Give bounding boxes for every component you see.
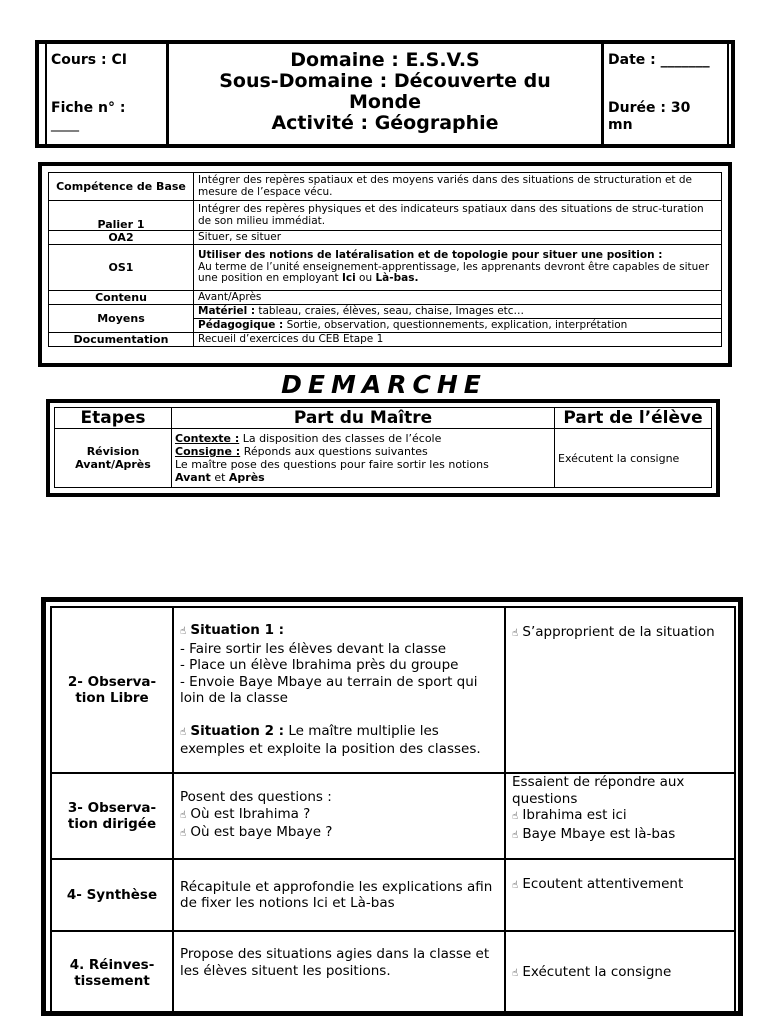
lesson-header xyxy=(35,40,735,148)
table-row xyxy=(49,173,722,201)
fiche-blank: ____ xyxy=(51,116,79,132)
demarche-box xyxy=(46,399,720,497)
row-text: Intégrer des repères physiques et des indicateurs spatiaux dans des situations de struc-turation de son milieu immédiat. xyxy=(194,201,722,231)
header-title-cell xyxy=(169,44,601,144)
duree-label: Durée : 30 xyxy=(608,100,691,116)
row-label: Palier 1 xyxy=(49,201,194,231)
hand-pointer-icon: ☝ xyxy=(512,811,519,822)
sous-domaine-title: Sous-Domaine : Découverte du xyxy=(219,70,551,92)
header-left-cell xyxy=(45,44,169,144)
hand-pointer-icon: ☝ xyxy=(180,828,187,840)
header-right-cell xyxy=(601,44,729,144)
hand-pointer-icon: ☝ xyxy=(180,626,187,638)
situation-2-text: Le maître multiplie les exemples et exploite la position des classes. xyxy=(180,722,481,758)
domaine-title: Domaine : E.S.V.S xyxy=(290,49,480,71)
step-maitre xyxy=(173,607,505,773)
materiel-value: tableau, craies, élèves, seau, chaise, Images etc… xyxy=(258,304,525,317)
et-word: et xyxy=(214,471,226,484)
revision-line: Le maître pose des questions pour faire sortir les notions xyxy=(175,458,489,471)
steps-box xyxy=(41,597,743,1016)
ou-word: ou xyxy=(359,272,373,285)
step-name: 4. Réinves-tissement xyxy=(51,931,173,1015)
row-label: OS1 xyxy=(49,245,194,291)
os1-bold-text: Utiliser des notions de latéralisation et de topologie pour situer une position : xyxy=(198,249,663,262)
contexte-label: Contexte : xyxy=(175,432,240,445)
row-text: Intégrer des repères spatiaux et des moyens variés dans des situations de structuration et de mesure de l’espace vécu. xyxy=(194,173,722,201)
eleve-text: Exécutent la consigne xyxy=(522,963,672,980)
hand-pointer-icon: ☝ xyxy=(512,880,519,891)
ici-word: Ici xyxy=(341,272,356,285)
apres-word: Après xyxy=(228,471,265,484)
step-name: Révision Avant/Après xyxy=(55,429,172,488)
step-maitre: Récapitule et approfondie les explications afin de fixer les notions Ici et Là-bas xyxy=(173,859,505,931)
labas-word: Là-bas. xyxy=(375,272,419,285)
competence-box xyxy=(38,162,732,367)
eleve-intro: Essaient de répondre aux questions xyxy=(512,774,685,807)
row-label: Compétence de Base xyxy=(49,173,194,201)
eleve-text: Ecoutent attentivement xyxy=(522,876,684,892)
row-label: Moyens xyxy=(49,305,194,333)
pedagogique-label: Pédagogique : xyxy=(198,318,284,331)
hand-pointer-icon: ☝ xyxy=(512,829,519,841)
step-name: 3- Observa-tion dirigée xyxy=(51,773,173,859)
step-name: 2- Observa-tion Libre xyxy=(51,607,173,773)
situation-1-line: - Faire sortir les élèves devant la classe xyxy=(180,640,447,657)
table-row xyxy=(49,305,722,319)
situation-1-label: Situation 1 : xyxy=(190,622,285,639)
activite-title: Activité : Géographie xyxy=(271,112,499,134)
row-text: Avant/Après xyxy=(194,291,722,305)
step-eleve xyxy=(505,773,735,859)
demarche-title: DEMARCHE xyxy=(281,370,487,399)
table-row xyxy=(51,607,735,773)
sous-domaine-title-2: Monde xyxy=(349,91,421,113)
question-item: Où est Ibrahima ? xyxy=(190,805,311,822)
table-row xyxy=(51,859,735,931)
row-label: Documentation xyxy=(49,333,194,347)
table-row xyxy=(51,773,735,859)
table-row xyxy=(49,201,722,231)
answer-item: Baye Mbaye est là-bas xyxy=(522,825,676,842)
step-eleve xyxy=(505,931,735,1015)
date-label: Date : _______ xyxy=(608,52,710,68)
question-item: Où est baye Mbaye ? xyxy=(190,824,333,841)
row-label: Contenu xyxy=(49,291,194,305)
table-row xyxy=(49,231,722,245)
revision-maitre xyxy=(172,429,555,488)
steps-table xyxy=(50,606,736,1016)
answer-item: Ibrahima est ici xyxy=(522,807,627,823)
pedagogique-value: Sortie, observation, questionnements, explication, interprétation xyxy=(286,318,628,331)
materiel-label: Matériel : xyxy=(198,304,256,317)
competence-table xyxy=(48,172,722,347)
step-eleve xyxy=(505,859,735,931)
header-etapes: Etapes xyxy=(55,408,172,429)
avant-word: Avant xyxy=(175,471,211,484)
step-name: 4- Synthèse xyxy=(51,859,173,931)
header-part-eleve: Part de l’élève xyxy=(555,408,712,429)
situation-1-line: - Place un élève Ibrahima près du groupe xyxy=(180,657,459,674)
maitre-intro: Posent des questions : xyxy=(180,789,332,806)
step-eleve xyxy=(505,607,735,773)
hand-pointer-icon: ☝ xyxy=(180,809,187,821)
row-text xyxy=(194,245,722,291)
situation-2-label: Situation 2 : xyxy=(190,722,285,739)
materiel-text xyxy=(194,305,722,319)
table-header-row xyxy=(55,408,712,429)
step-maitre xyxy=(173,773,505,859)
table-row xyxy=(55,429,712,488)
table-row xyxy=(49,333,722,347)
contexte-text: La disposition des classes de l’école xyxy=(242,432,442,445)
consigne-text: Réponds aux questions suivantes xyxy=(243,445,428,458)
table-row xyxy=(51,931,735,1015)
os1-text: Au terme de l’unité enseignement-apprentissage, les apprenants devront être capables de situer une position en employant xyxy=(198,260,710,285)
table-row xyxy=(49,245,722,291)
hand-pointer-icon: ☝ xyxy=(512,628,519,639)
pedagogique-text xyxy=(194,319,722,333)
table-row xyxy=(49,291,722,305)
demarche-table xyxy=(54,407,712,488)
row-text: Recueil d’exercices du CEB Etape 1 xyxy=(194,333,722,347)
row-label: OA2 xyxy=(49,231,194,245)
fiche-label: Fiche n° : xyxy=(51,100,126,116)
header-part-maitre: Part du Maître xyxy=(172,408,555,429)
hand-pointer-icon: ☝ xyxy=(512,967,519,979)
situation-1-line: - Envoie Baye Mbaye au terrain de sport qui loin de la classe xyxy=(180,673,478,707)
consigne-label: Consigne : xyxy=(175,445,241,458)
eleve-text: S’approprient de la situation xyxy=(522,624,715,640)
row-text: Situer, se situer xyxy=(194,231,722,245)
duree-unit: mn xyxy=(608,117,633,133)
hand-pointer-icon: ☝ xyxy=(180,726,187,738)
revision-eleve: Exécutent la consigne xyxy=(555,429,712,488)
step-maitre: Propose des situations agies dans la classe et les élèves situent les positions. xyxy=(173,931,505,1015)
cours-label: Cours : CI xyxy=(51,52,127,68)
